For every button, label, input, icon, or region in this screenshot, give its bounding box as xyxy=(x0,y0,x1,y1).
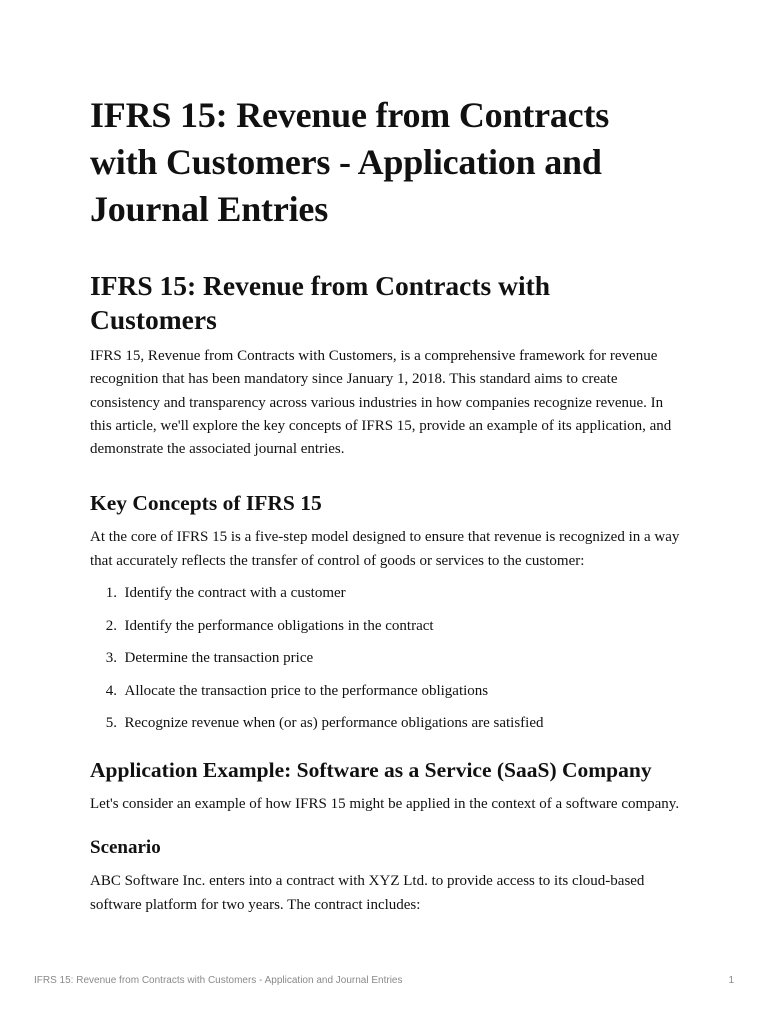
list-item-text: Recognize revenue when (or as) performance obligations are satisfied xyxy=(124,715,544,732)
key-concepts-paragraph: At the core of IFRS 15 is a five-step model designed to ensure that revenue is recognized in a way that accurately reflects the transfer of control of goods or services to the customer: xyxy=(90,529,680,569)
list-item xyxy=(90,647,680,670)
list-item xyxy=(90,615,680,638)
section-heading-key-concepts: Key Concepts of IFRS 15 xyxy=(90,491,322,516)
list-item-number: 3. xyxy=(105,650,117,667)
list-item xyxy=(90,582,680,605)
list-item-number: 5. xyxy=(105,715,117,732)
section-heading-intro: IFRS 15: Revenue from Contracts with Customers xyxy=(90,270,551,335)
list-item-text: Identify the contract with a customer xyxy=(124,585,346,602)
scenario-paragraph: ABC Software Inc. enters into a contract with XYZ Ltd. to provide access to its cloud-based software platform for two years. The contract includes: xyxy=(90,873,645,913)
footer-page-number: 1 xyxy=(728,975,734,986)
footer-document-title: IFRS 15: Revenue from Contracts with Customers - Application and Journal Entries xyxy=(34,975,403,986)
list-item-text: Determine the transaction price xyxy=(124,650,314,667)
list-item-text: Identify the performance obligations in the contract xyxy=(124,617,434,634)
intro-paragraph: IFRS 15, Revenue from Contracts with Customers, is a comprehensive framework for revenue recognition that has been mandatory since January 1, 2018. This standard aims to create consistency and transparency across various industries in how companies recognize revenue. In this article, we'll explore the key concepts of IFRS 15, provide an example of its application, and demonstrate the associated journal entries. xyxy=(90,348,672,458)
list-item xyxy=(90,680,680,703)
five-step-list xyxy=(90,582,680,735)
list-item-number: 4. xyxy=(105,682,117,699)
list-item-number: 2. xyxy=(105,617,117,634)
document-page xyxy=(90,92,680,917)
section-heading-scenario: Scenario xyxy=(90,837,161,859)
document-title: IFRS 15: Revenue from Contracts with Customers - Application and Journal Entries xyxy=(90,95,610,229)
list-item-number: 1. xyxy=(105,585,117,602)
section-heading-application: Application Example: Software as a Service (SaaS) Company xyxy=(90,758,652,783)
list-item-text: Allocate the transaction price to the performance obligations xyxy=(124,682,489,699)
list-item xyxy=(90,712,680,735)
application-paragraph: Let's consider an example of how IFRS 15 might be applied in the context of a software company. xyxy=(90,796,680,813)
